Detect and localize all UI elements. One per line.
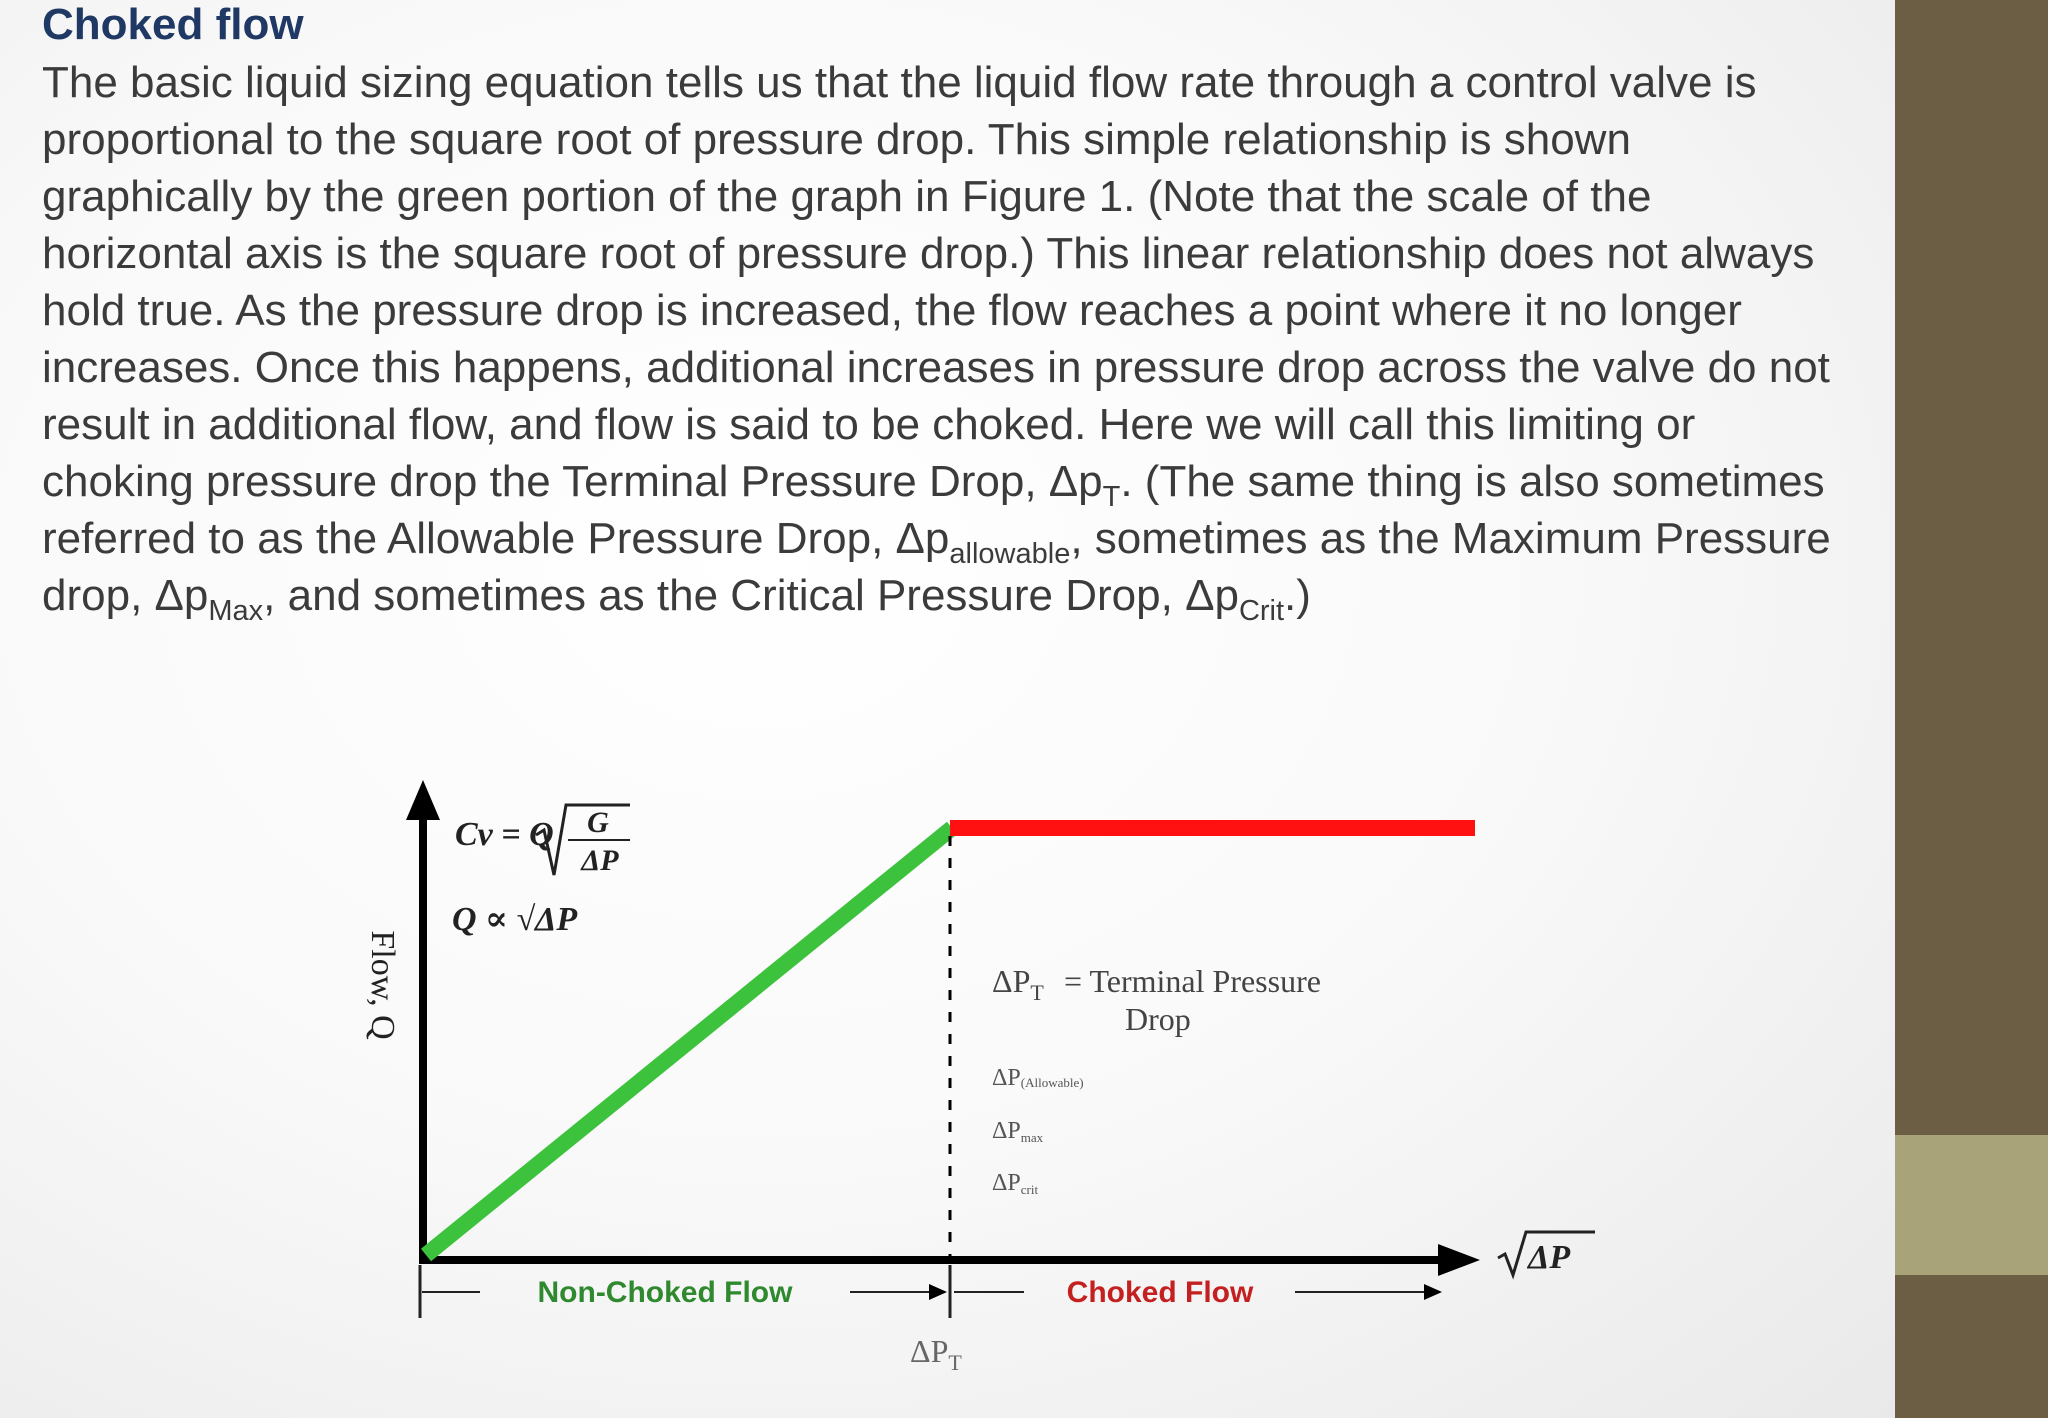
sidebar-accent-block [1895,1135,2048,1275]
slide-paragraph [42,54,1842,628]
alt-crit [992,1170,1038,1197]
y-axis-arrowhead [406,780,440,820]
alt-allowable-sub: (Allowable) [1020,1075,1084,1090]
non-choked-flow-line [426,828,952,1255]
terminal-label-base: ΔP [992,963,1031,999]
subscript-allowable: allowable [949,538,1071,571]
alt-allowable-base: ΔP [992,1065,1021,1091]
x-axis-arrowhead [1438,1244,1480,1276]
paragraph-text-2: . (The same thing is also sometimes referred to as the Allowable Pressure Drop, Δp [42,457,1825,563]
formula-cv-lhs: Cv = Q [455,816,554,853]
paragraph-text-4: , and sometimes as the Critical Pressure Drop, Δp [263,571,1239,620]
terminal-definition-line1: = Terminal Pressure [1064,963,1321,999]
subscript-max: Max [208,595,264,628]
alt-allowable [992,1065,1084,1091]
alt-crit-sub: crit [1020,1182,1039,1197]
region-choked-label: Choked Flow [1066,1276,1254,1309]
paragraph-text-5: .) [1284,571,1311,620]
alt-crit-base: ΔP [992,1170,1021,1196]
formula-cv-denominator: ΔP [581,844,619,877]
subscript-crit: Crit [1238,595,1285,628]
x-marker-terminal [910,1333,962,1375]
region-non-choked-label: Non-Choked Flow [537,1276,793,1309]
x-marker-base: ΔP [910,1333,949,1369]
paragraph-text-1: The basic liquid sizing equation tells us that the liquid flow rate through a control valve is proportional to the square root of pressure drop. This simple relationship is shown graphically by the green portion of the graph in Figure 1. (Note that the scale of the horizontal axis is the square root of pressure drop.) This linear relationship does not always hold true. As the pressure drop is increased, the flow reaches a point where it no longer increases. Once this happens, additional increases in pressure drop across the valve do not result in additional flow, and flow is said to be choked. Here we will call this limiting or choking pressure drop the Terminal Pressure Drop, Δp [42,58,1830,506]
terminal-definition-line2: Drop [1125,1001,1191,1037]
alt-max-base: ΔP [992,1118,1021,1144]
choked-flow-figure [340,770,1630,1380]
terminal-label [992,963,1044,1005]
subscript-t: T [1102,481,1121,514]
alt-max-sub: max [1020,1130,1044,1145]
formula-cv-numerator: G [587,806,609,839]
slide-title: Choked flow [42,0,304,49]
formula-proportional: Q ∝ √ΔP [452,901,578,938]
choked-flow-graph [340,770,1630,1380]
alt-max [992,1118,1044,1145]
y-axis-label: Flow, Q [364,930,401,1040]
paragraph-text-3: , sometimes as the Maximum Pressure drop, Δp [42,514,1831,620]
x-axis-label-delta: ΔP [1528,1239,1571,1276]
x-marker-sub: T [948,1350,962,1375]
terminal-label-sub: T [1030,980,1044,1005]
